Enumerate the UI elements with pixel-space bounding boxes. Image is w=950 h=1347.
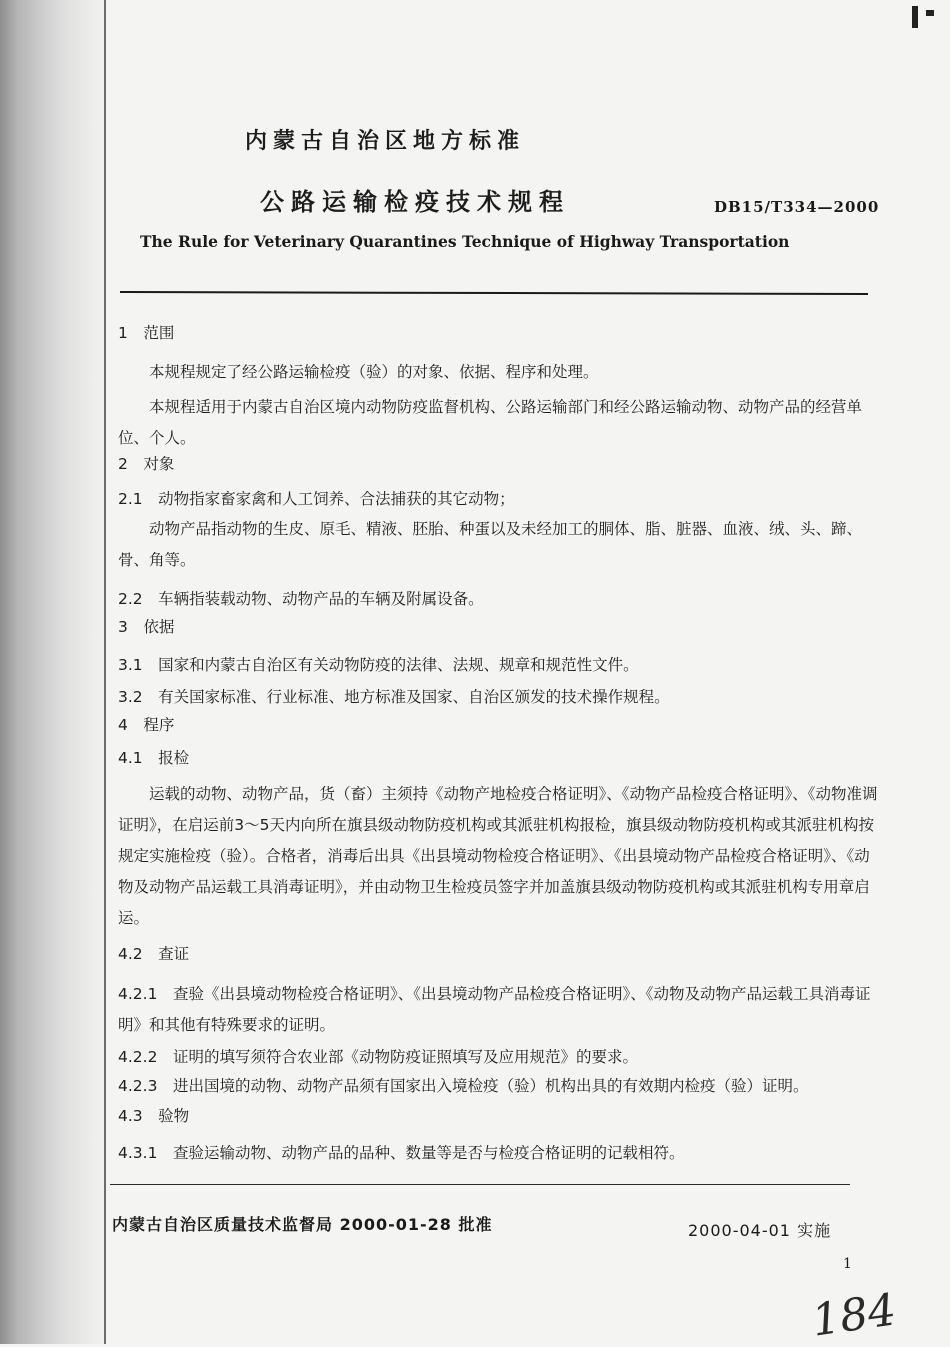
clause-4-3: 4.3 验物 — [118, 1107, 190, 1125]
handwritten-page-number: 184 — [808, 1284, 900, 1347]
clause-4-2-1: 4.2.1 查验《出县境动物检疫合格证明》、《出县境动物产品检疫合格证明》、《动物及动物产品运载工具消毒证明》和其他有特殊要求的证明。 — [118, 985, 871, 1034]
clause-2-1: 2.1 动物指家畜家禽和人工饲养、合法捕获的其它动物； — [118, 490, 515, 508]
clause-4-1-paragraph: 运载的动物、动物产品，货（畜）主须持《动物产地检疫合格证明》、《动物产品检疫合格证明》、《动物准调证明》，在启运前3～5天内向所在旗县级动物防疫机构或其派驻机构报检，旗县级动物防疫机构或其派驻机构按规定实施检疫（验）。合格者，消毒后出具《出县境动物检疫合格证明》、《出县境动物产品检疫合格证明》、《动物及动物产品运载工具消毒证明》，并由动物卫生检疫员签字并加盖旗县级动物防疫机构或其派驻机构专用章启运。 — [118, 785, 878, 927]
book-binding-shadow — [0, 0, 108, 1344]
standard-code: DB15/T334—2000 — [714, 198, 880, 216]
approval-line: 内蒙古自治区质量技术监督局 2000-01-28 批准 — [112, 1215, 493, 1234]
binding-edge-line — [104, 0, 106, 1344]
standard-type-heading: 内蒙古自治区地方标准 — [245, 129, 526, 154]
document-title-en: The Rule for Veterinary Quarantines Technique of Highway Transportation — [140, 232, 790, 251]
section-heading-1: 1 范围 — [118, 324, 175, 342]
section-heading-3: 3 依据 — [118, 618, 175, 636]
clause-3-1: 3.1 国家和内蒙古自治区有关动物防疫的法律、法规、规章和规范性文件。 — [118, 656, 639, 674]
clause-4-3-1: 4.3.1 查验运输动物、动物产品的品种、数量等是否与检疫合格证明的记载相符。 — [118, 1144, 685, 1162]
paragraph-scope-1: 本规程规定了经公路运输检疫（验）的对象、依据、程序和处理。 — [149, 363, 599, 381]
implementation-date: 2000-04-01 实施 — [688, 1221, 832, 1240]
clause-4-2: 4.2 查证 — [118, 945, 190, 963]
document-title-cn: 公路运输检疫技术规程 — [260, 188, 570, 216]
clause-2-1-products: 动物产品指动物的生皮、原毛、精液、胚胎、种蛋以及未经加工的胴体、脂、脏器、血液、绒、头、蹄、骨、角等。 — [118, 520, 863, 569]
clause-4-1: 4.1 报检 — [118, 749, 190, 767]
header-rule — [120, 291, 868, 295]
clause-4-2-3: 4.2.3 进出国境的动物、动物产品须有国家出入境检疫（验）机构出具的有效期内检疫（验）证明。 — [118, 1077, 809, 1095]
scan-speck — [926, 10, 934, 16]
section-heading-4: 4 程序 — [118, 716, 175, 734]
page-number: 1 — [843, 1256, 852, 1272]
scan-speck — [912, 6, 918, 28]
section-heading-2: 2 对象 — [118, 455, 175, 473]
clause-2-2: 2.2 车辆指装载动物、动物产品的车辆及附属设备。 — [118, 590, 484, 608]
clause-3-2: 3.2 有关国家标准、行业标准、地方标准及国家、自治区颁发的技术操作规程。 — [118, 688, 670, 706]
footer-rule — [110, 1184, 850, 1185]
paragraph-scope-2: 本规程适用于内蒙古自治区境内动物防疫监督机构、公路运输部门和经公路运输动物、动物产品的经营单位、个人。 — [118, 398, 863, 447]
clause-4-2-2: 4.2.2 证明的填写须符合农业部《动物防疫证照填写及应用规范》的要求。 — [118, 1048, 638, 1066]
